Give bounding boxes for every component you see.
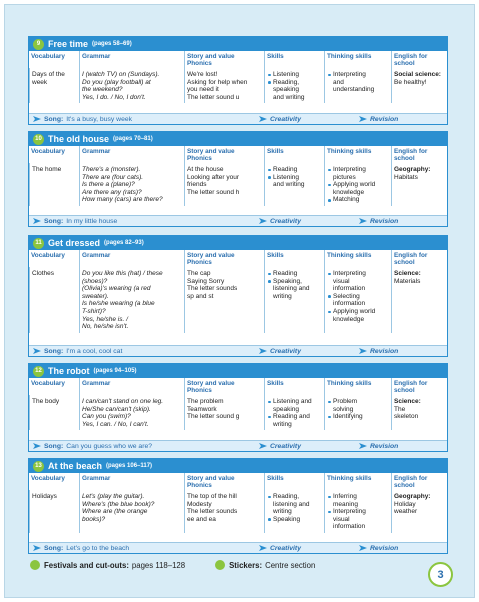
skills-cell (264, 490, 324, 533)
story-cell (184, 163, 264, 206)
unit-panel (28, 36, 448, 125)
unit-table (29, 51, 447, 103)
english_rest-line: Holiday (394, 500, 416, 508)
revision-label: Revision (359, 443, 398, 450)
thinking-line: Interpreting (327, 508, 389, 516)
unit-footer (29, 345, 447, 356)
unit-header (29, 364, 447, 378)
column-header-thinking: Thinking skills (324, 378, 391, 395)
column-header-english: English for school (391, 250, 449, 267)
song-title: It's a busy, busy week (66, 115, 133, 123)
flag-icon (359, 348, 367, 354)
page-number: 3 (428, 562, 453, 587)
column-header-vocabulary: Vocabulary (31, 380, 65, 387)
column-header-vocabulary: Vocabulary (31, 53, 65, 60)
skills-cell (264, 163, 324, 206)
unit-pages: (pages 58–69) (92, 41, 132, 47)
creativity-label: Creativity (259, 116, 359, 123)
column-header-grammar: Grammar (79, 473, 184, 490)
thinking-line: information (333, 300, 366, 308)
column-header-skills: Skills (264, 146, 324, 163)
story-cell (184, 395, 264, 430)
english-cell (391, 490, 449, 533)
skills-line: Reading, (267, 79, 322, 87)
flag-icon (33, 443, 41, 449)
column-header-english: English for school (391, 146, 449, 163)
stickers-location: Centre section (265, 560, 316, 570)
stickers-note (215, 560, 315, 570)
story-line: We're lost! (187, 71, 218, 78)
thinking-line: knowledge (333, 188, 365, 196)
story-cell (184, 267, 264, 333)
story-line: Looking after your (187, 173, 240, 181)
flag-icon (359, 116, 367, 122)
unit-pages: (pages 70–81) (113, 136, 153, 142)
thinking-line: information (333, 523, 366, 531)
story-line: The letter sounds (187, 508, 238, 516)
grammar-line: Yes, I can. / No, I can't. (82, 420, 149, 428)
grammar-line: sweater). (82, 292, 109, 300)
unit-pages: (pages 106–117) (106, 463, 153, 469)
column-header-grammar: Grammar (79, 250, 184, 267)
unit-panel (28, 235, 448, 357)
revision-label: Revision (359, 348, 398, 355)
story-line: At the house (187, 166, 224, 173)
grammar-line: Yes, he/she is. / (82, 315, 128, 323)
skills-line: Reading (267, 270, 322, 278)
unit-title: The robot (48, 366, 90, 376)
grammar-cell (79, 267, 184, 333)
song-label: Song: (44, 115, 64, 123)
story-line: Modesty (187, 500, 212, 508)
skills-line: speaking (273, 405, 300, 413)
grammar-line: No, he/she isn't. (82, 323, 129, 331)
skills-line: Listening (267, 71, 322, 79)
song-row (29, 348, 259, 355)
vocabulary-line: Clothes (32, 270, 55, 277)
story-line: Saying Sorry (187, 277, 225, 285)
song-label: Song: (44, 347, 64, 355)
column-header-english: English for school (391, 473, 449, 490)
english-cell (391, 395, 449, 430)
thinking-line: Interpreting (327, 71, 389, 79)
english-subject: Science: (394, 398, 421, 405)
flag-icon (359, 443, 367, 449)
column-header-english: English for school (391, 51, 449, 68)
thinking-line: information (333, 285, 366, 293)
vocabulary-cell (29, 267, 79, 333)
english-subject: Geography: (394, 493, 431, 500)
thinking-line: Applying world (327, 181, 389, 189)
thinking-line: meaning (333, 500, 358, 508)
creativity-label: Creativity (259, 218, 359, 225)
grammar-cell (79, 68, 184, 103)
song-row (29, 218, 259, 225)
column-header-story: Story and value Phonics (184, 51, 264, 68)
column-header-grammar: Grammar (79, 146, 184, 163)
grammar-line: Where are (the orange (82, 508, 148, 516)
skills-line: listening and (273, 285, 310, 293)
grammar-line: He/She can/can't (skip). (82, 405, 151, 413)
unit-number-badge: 10 (33, 134, 44, 145)
grammar-line: T-shirt)? (82, 307, 106, 315)
flag-icon (259, 218, 267, 224)
unit-table (29, 378, 447, 430)
vocabulary-line: The body (32, 398, 60, 405)
festivals-note (30, 560, 185, 570)
grammar-line: (shoes)? (82, 277, 108, 285)
song-title: In my little house (66, 217, 118, 225)
skills-line: writing (273, 420, 292, 428)
column-header-skills: Skills (264, 51, 324, 68)
vocabulary-line: The home (32, 166, 62, 173)
grammar-line: Yes, I do. / No, I don't. (82, 93, 146, 101)
skills-cell (264, 68, 324, 103)
unit-header (29, 459, 447, 473)
skills-line: writing (273, 508, 292, 516)
column-header-story: Story and value Phonics (184, 146, 264, 163)
thinking-cell (324, 163, 391, 206)
skills-line: and writing (273, 181, 305, 189)
skills-line: Reading, (267, 493, 322, 501)
song-row (29, 116, 259, 123)
grammar-cell (79, 490, 184, 533)
thinking-cell (324, 68, 391, 103)
english-cell (391, 163, 449, 206)
unit-header (29, 236, 447, 250)
unit-title: The old house (48, 134, 110, 144)
column-header-story: Story and value Phonics (184, 378, 264, 395)
vocabulary-cell (29, 68, 79, 103)
song-label: Song: (44, 217, 64, 225)
vocabulary-cell (29, 395, 79, 430)
flag-icon (259, 116, 267, 122)
creativity-label: Creativity (259, 545, 359, 552)
column-header-story: Story and value Phonics (184, 250, 264, 267)
creativity-label: Creativity (259, 443, 359, 450)
skills-line: writing (273, 292, 292, 300)
column-header-thinking: Thinking skills (324, 146, 391, 163)
english-subject: Science: (394, 270, 421, 277)
unit-number-badge: 11 (33, 238, 44, 249)
column-header-thinking: Thinking skills (324, 473, 391, 490)
skills-line: speaking (273, 86, 300, 94)
grammar-line: Where's (the blue book)? (82, 500, 155, 508)
story-line: The letter sound h (187, 188, 240, 196)
english-subject: Geography: (394, 166, 431, 173)
column-header-skills: Skills (264, 250, 324, 267)
unit-footer (29, 440, 447, 451)
unit-panel (28, 458, 448, 554)
thinking-line: Interpreting (327, 166, 389, 174)
unit-header (29, 37, 447, 51)
revision-label: Revision (359, 116, 398, 123)
grammar-line: Is he/she wearing (a blue (82, 300, 155, 308)
column-header-vocabulary: Vocabulary (31, 475, 65, 482)
thinking-line: knowledge (333, 315, 365, 323)
song-title: I'm a cool, cool cat (66, 347, 123, 355)
thinking-line: Selecting (327, 293, 389, 301)
grammar-line: Let's (play the guitar). (82, 493, 145, 500)
flag-icon (33, 348, 41, 354)
story-line: ee and ea (187, 515, 216, 523)
thinking-line: Matching (327, 196, 389, 204)
thinking-cell (324, 490, 391, 533)
skills-cell (264, 395, 324, 430)
thinking-line: solving (333, 405, 354, 413)
flag-icon (259, 443, 267, 449)
grammar-cell (79, 395, 184, 430)
unit-table (29, 250, 447, 333)
grammar-line: Do you (play football) at (82, 78, 151, 86)
unit-pages: (pages 94–105) (93, 368, 137, 374)
column-header-skills: Skills (264, 473, 324, 490)
thinking-line: visual (333, 277, 350, 285)
thinking-line: Problem (327, 398, 389, 406)
unit-table (29, 473, 447, 533)
grammar-cell (79, 163, 184, 206)
grammar-line: How many (cars) are there? (82, 196, 163, 204)
flag-icon (259, 348, 267, 354)
bullet-dot-icon (215, 560, 225, 570)
story-line: Asking for help when (187, 78, 248, 86)
skills-line: Speaking (267, 516, 322, 524)
english_rest-line: The (394, 405, 406, 413)
unit-panel (28, 131, 448, 227)
thinking-line: Inferring (327, 493, 389, 501)
grammar-line: I (watch TV) on (Sundays). (82, 71, 160, 78)
thinking-cell (324, 395, 391, 430)
vocabulary-line: Days of the (32, 71, 65, 78)
creativity-label: Creativity (259, 348, 359, 355)
column-header-skills: Skills (264, 378, 324, 395)
story-line: Teamwork (187, 405, 217, 413)
thinking-line: Applying world (327, 308, 389, 316)
thinking-line: visual (333, 515, 350, 523)
skills-line: Speaking, (267, 278, 322, 286)
song-title: Let's go to the beach (66, 544, 130, 552)
flag-icon (259, 545, 267, 551)
story-line: friends (187, 181, 207, 189)
unit-footer (29, 542, 447, 553)
story-line: you need it (187, 86, 219, 94)
unit-number-badge: 9 (33, 39, 44, 50)
story-line: sp and st (187, 292, 214, 300)
grammar-line: books)? (82, 515, 106, 523)
thinking-line: understanding (333, 86, 375, 94)
song-title: Can you guess who we are? (66, 442, 153, 450)
unit-footer (29, 113, 447, 124)
column-header-thinking: Thinking skills (324, 250, 391, 267)
column-header-story: Story and value Phonics (184, 473, 264, 490)
thinking-cell (324, 267, 391, 333)
grammar-line: There are (four cats). (82, 173, 144, 181)
unit-footer (29, 215, 447, 226)
revision-label: Revision (359, 545, 398, 552)
unit-table (29, 146, 447, 206)
skills-line: and writing (273, 93, 305, 101)
story-cell (184, 68, 264, 103)
flag-icon (33, 116, 41, 122)
flag-icon (33, 545, 41, 551)
column-header-grammar: Grammar (79, 378, 184, 395)
english_rest-line: Habitats (394, 173, 418, 181)
song-label: Song: (44, 442, 64, 450)
skills-line: Reading (267, 166, 322, 174)
revision-label: Revision (359, 218, 398, 225)
unit-panel (28, 363, 448, 452)
english_rest-line: Materials (394, 277, 421, 285)
unit-header (29, 132, 447, 146)
song-label: Song: (44, 544, 64, 552)
story-line: The letter sound u (187, 93, 240, 101)
festivals-label: Festivals and cut-outs: (44, 560, 129, 570)
grammar-line: (Olivia)'s wearing (a red (82, 285, 151, 293)
english-cell (391, 68, 449, 103)
thinking-line: pictures (333, 173, 356, 181)
song-row (29, 443, 259, 450)
skills-line: Listening and (267, 398, 322, 406)
column-header-vocabulary: Vocabulary (31, 252, 65, 259)
story-line: The cap (187, 270, 211, 277)
english-cell (391, 267, 449, 333)
unit-title: Get dressed (48, 238, 101, 248)
column-header-grammar: Grammar (79, 51, 184, 68)
thinking-line: Identifying (327, 413, 389, 421)
unit-pages: (pages 82–93) (104, 240, 144, 246)
vocabulary-line: Holidays (32, 493, 57, 500)
thinking-line: Interpreting (327, 270, 389, 278)
english_rest-line: Be healthy! (394, 78, 427, 86)
story-line: The top of the hill (187, 493, 237, 500)
song-row (29, 545, 259, 552)
vocabulary-cell (29, 163, 79, 206)
unit-title: At the beach (48, 461, 103, 471)
flag-icon (33, 218, 41, 224)
flag-icon (359, 545, 367, 551)
column-header-thinking: Thinking skills (324, 51, 391, 68)
english-subject: Social science: (394, 71, 441, 78)
bullet-dot-icon (30, 560, 40, 570)
grammar-line: There's a (monster). (82, 166, 141, 173)
vocabulary-line: week (32, 78, 48, 86)
grammar-line: Do you like this (hat) / these (82, 270, 163, 277)
festivals-pages: pages 118–128 (131, 560, 186, 570)
flag-icon (359, 218, 367, 224)
grammar-line: the weekend? (82, 86, 123, 94)
skills-line: listening and (273, 500, 310, 508)
skills-cell (264, 267, 324, 333)
page-footer (30, 558, 440, 572)
grammar-line: Are there any (rats)? (82, 188, 142, 196)
story-line: The letter sounds (187, 285, 238, 293)
story-line: The letter sound g (187, 413, 240, 421)
unit-title: Free time (48, 39, 89, 49)
stickers-label: Stickers: (229, 560, 263, 570)
thinking-line: and (333, 78, 344, 86)
story-cell (184, 490, 264, 533)
column-header-english: English for school (391, 378, 449, 395)
grammar-line: I can/can't stand on one leg. (82, 398, 164, 405)
unit-number-badge: 12 (33, 366, 44, 377)
story-line: The problem (187, 398, 224, 405)
english_rest-line: skeleton (394, 413, 419, 421)
grammar-line: Can you (swim)? (82, 413, 131, 421)
vocabulary-cell (29, 490, 79, 533)
unit-number-badge: 13 (33, 461, 44, 472)
skills-line: Listening (267, 174, 322, 182)
english_rest-line: weather (394, 508, 418, 516)
skills-line: Reading and (267, 413, 322, 421)
column-header-vocabulary: Vocabulary (31, 148, 65, 155)
grammar-line: Is there a (plane)? (82, 181, 135, 189)
